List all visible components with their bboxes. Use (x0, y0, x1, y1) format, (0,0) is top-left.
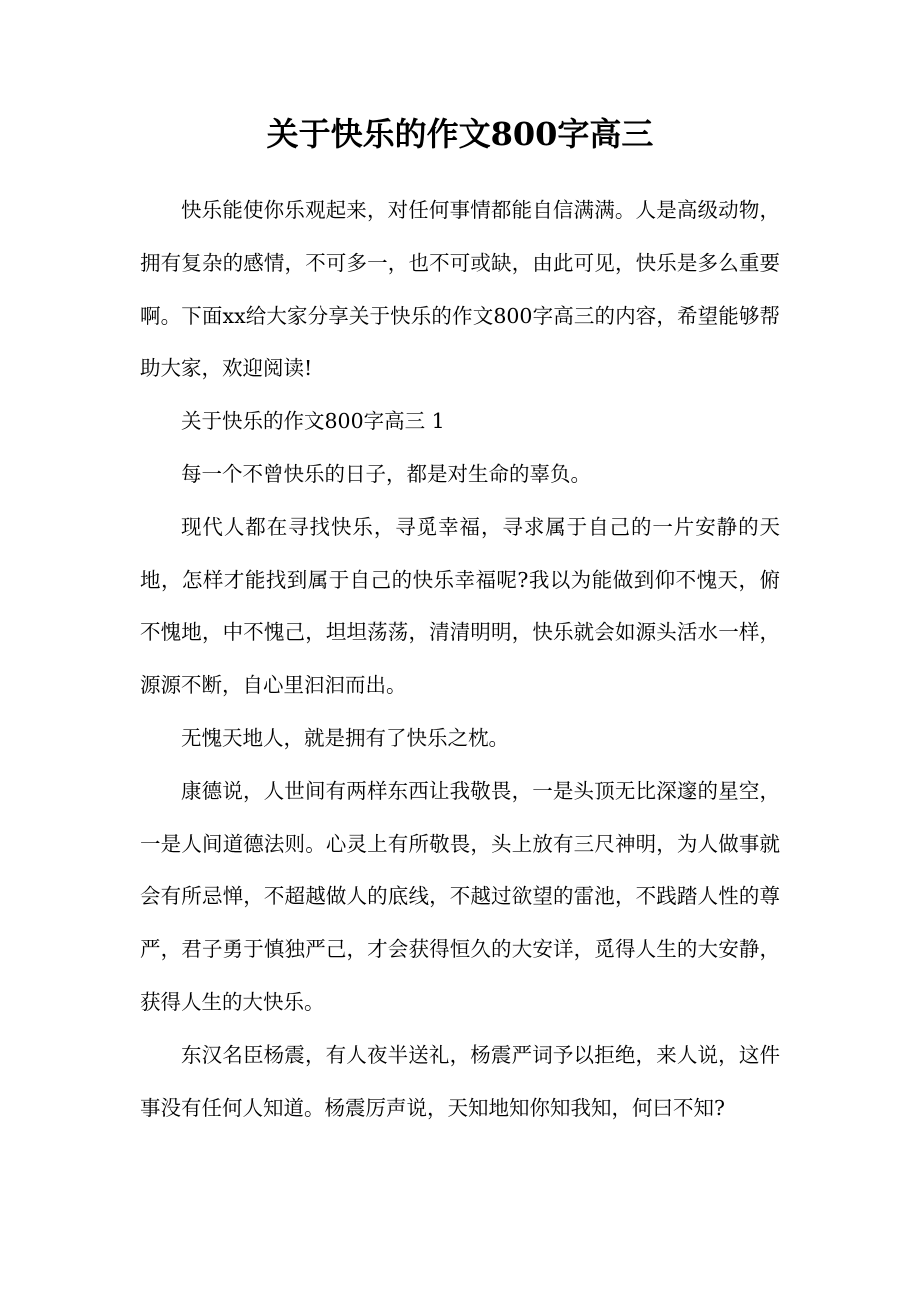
paragraph: 现代人都在寻找快乐，寻觅幸福，寻求属于自己的一片安静的天地，怎样才能找到属于自己的快乐幸福呢?我以为能做到仰不愧天，俯不愧地，中不愧己，坦坦荡荡，清清明明，快乐就会如源头活水一样，源源不断，自心里汩汩而出。 (140, 514, 780, 698)
paragraph: 每一个不曾快乐的日子，都是对生命的辜负。 (181, 461, 591, 486)
document-body (140, 184, 780, 1134)
paragraph: 无愧天地人，就是拥有了快乐之枕。 (181, 725, 509, 750)
paragraph: 东汉名臣杨震，有人夜半送礼，杨震严词予以拒绝，来人说，这件事没有任何人知道。杨震厉声说，天知地知你知我知，何曰不知? (140, 1042, 780, 1120)
paragraph: 康德说，人世间有两样东西让我敬畏，一是头顶无比深邃的星空，一是人间道德法则。心灵上有所敬畏，头上放有三尺神明，为人做事就会有所忌惮，不超越做人的底线，不越过欲望的雷池，不践踏人性的尊严，君子勇于慎独严己，才会获得恒久的大安详，觅得人生的大安静，获得人生的大快乐。 (140, 778, 780, 1014)
paragraph-section-heading: 关于快乐的作文800字高三 1 (181, 409, 445, 434)
document-title: 关于快乐的作文800字高三 (266, 115, 654, 153)
paragraph-intro: 快乐能使你乐观起来，对任何事情都能自信满满。人是高级动物，拥有复杂的感情，不可多一，也不可或缺，由此可见，快乐是多么重要啊。下面xx给大家分享关于快乐的作文800字高三的内容，希望能够帮助大家，欢迎阅读! (140, 198, 780, 381)
